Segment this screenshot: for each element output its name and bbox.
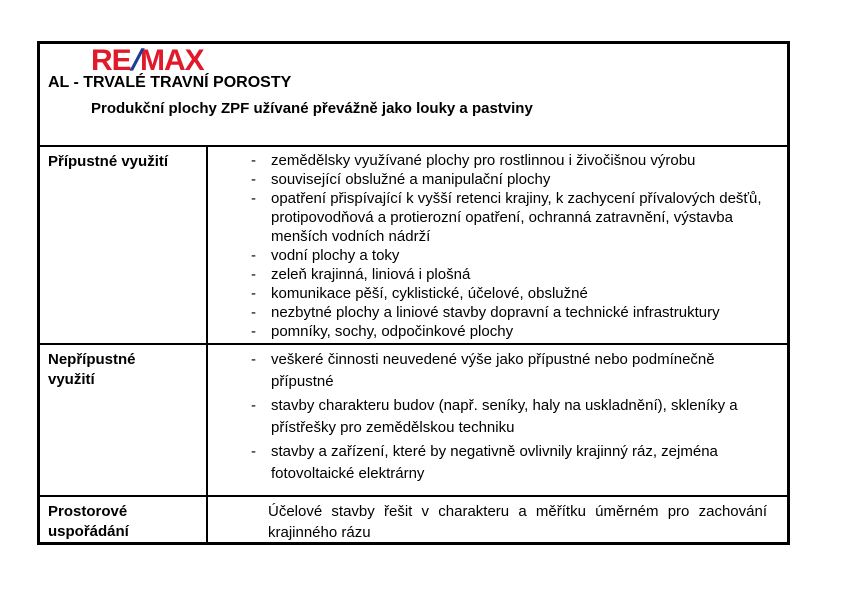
table-header-cell — [40, 44, 787, 145]
bullet-text: nezbytné plochy a liniové stavby dopravní a technické infrastruktury — [271, 304, 720, 321]
logo-text-max: MAX — [140, 44, 204, 77]
page-subtitle: Produkční plochy ZPF užívané převážně jako louky a pastviny — [91, 100, 533, 117]
bullet-text: komunikace pěší, cyklistické, účelové, obslužné — [271, 285, 588, 302]
bullet-dash: - — [251, 351, 256, 368]
bullet-dash: - — [251, 266, 256, 283]
bullet-dash: - — [251, 285, 256, 302]
table-row-pripustne-vyuziti — [40, 145, 787, 343]
row-content-nepripustne-vyuziti — [208, 345, 787, 495]
bullet-dash: - — [251, 171, 256, 188]
list-item — [208, 303, 767, 322]
row-content-prostorove-usporadani — [208, 497, 787, 542]
list-item — [208, 441, 767, 485]
row-content-pripustne-vyuziti — [208, 147, 787, 343]
list-item — [208, 170, 767, 189]
list-item — [208, 395, 767, 439]
logo-slash-icon: / — [129, 44, 142, 77]
bullet-text: související obslužné a manipulační plochy — [271, 171, 551, 188]
bullet-dash: - — [251, 247, 256, 264]
bullet-text: stavby charakteru budov (např. seníky, haly na uskladnění), skleníky a přístřešky pro zemědělskou techniku — [271, 397, 738, 436]
bullet-text: zeleň krajinná, liniová i plošná — [271, 266, 471, 283]
bullet-dash: - — [251, 152, 256, 169]
pripustne-bullet-list — [208, 151, 767, 341]
remax-logo — [91, 44, 787, 77]
list-item — [208, 265, 767, 284]
bullet-dash: - — [251, 443, 256, 460]
row-label-prostorove-usporadani: Prostorové uspořádání — [40, 497, 208, 542]
page-title: AL - TRVALÉ TRAVNÍ POROSTY — [48, 74, 292, 91]
row-label-nepripustne-vyuziti: Nepřípustné využití — [40, 345, 208, 495]
bullet-text: vodní plochy a toky — [271, 247, 400, 264]
land-use-regulation-table — [37, 41, 790, 545]
table-row-prostorove-usporadani — [40, 495, 787, 542]
list-item — [208, 151, 767, 170]
bullet-dash: - — [251, 190, 256, 207]
bullet-dash: - — [251, 397, 256, 414]
list-item — [208, 284, 767, 303]
list-item — [208, 322, 767, 341]
bullet-text: zemědělsky využívané plochy pro rostlinnou i živočišnou výrobu — [271, 152, 696, 169]
bullet-text: veškeré činnosti neuvedené výše jako přípustné nebo podmínečně přípustné — [271, 351, 715, 390]
logo-text-re: RE — [91, 44, 131, 77]
prostorove-text: Účelové stavby řešit v charakteru a měřítku úměrném pro zachování krajinného rázu — [268, 503, 767, 541]
bullet-text: pomníky, sochy, odpočinkové plochy — [271, 323, 514, 340]
nepripustne-bullet-list — [208, 349, 767, 485]
bullet-dash: - — [251, 323, 256, 340]
row-label-pripustne-vyuziti: Přípustné využití — [40, 147, 208, 343]
bullet-dash: - — [251, 304, 256, 321]
bullet-text: opatření přispívající k vyšší retenci krajiny, k zachycení přívalových dešťů, protipovodňová a protierozní opatření, ochranná zatravnění, výstavba menších vodních nádrží — [271, 190, 762, 245]
list-item — [208, 246, 767, 265]
list-item — [208, 349, 767, 393]
table-row-nepripustne-vyuziti — [40, 343, 787, 495]
list-item — [208, 189, 767, 246]
bullet-text: stavby a zařízení, které by negativně ovlivnily krajinný ráz, zejména fotovoltaické elektrárny — [271, 443, 718, 482]
